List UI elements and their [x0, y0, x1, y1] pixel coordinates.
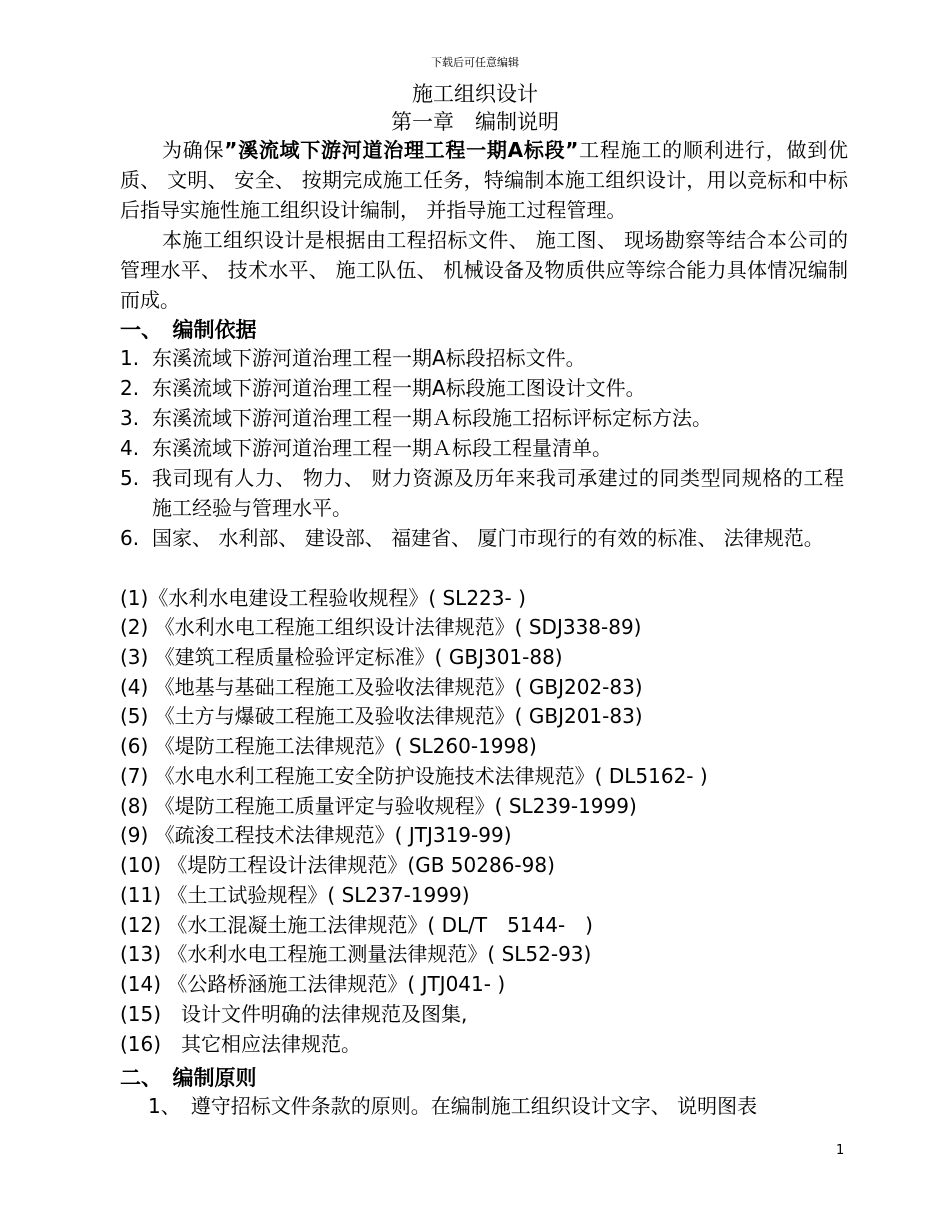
list-item-text: 国家、 水利部、 建设部、 福建省、 厦门市现行的有效的标准、 法律规范。	[152, 526, 824, 550]
reference-item: (4) 《地基与基础工程施工及验收法律规范》( GBJ202-83)	[120, 675, 643, 699]
list-item-number: 3.	[120, 406, 140, 430]
page-number: 1	[836, 1143, 845, 1158]
reference-item: (10) 《堤防工程设计法律规范》(GB 50286-98)	[120, 853, 555, 877]
chapter-title: 第一章 编制说明	[391, 110, 559, 134]
reference-item: (14) 《公路桥涵施工法律规范》( JTJ041- )	[120, 972, 506, 996]
list-item	[120, 523, 848, 553]
document-title: 施工组织设计	[412, 82, 538, 106]
header-note: 下载后可任意编辑	[431, 56, 519, 69]
reference-item: (5) 《土方与爆破工程施工及验收法律规范》( GBJ201-83)	[120, 704, 643, 728]
list-item	[120, 403, 848, 433]
reference-item: (13) 《水利水电工程施工测量法律规范》( SL52-93)	[120, 942, 592, 966]
list-item-number: 5.	[120, 466, 140, 490]
reference-item: (11) 《土工试验规程》( SL237-1999)	[120, 883, 470, 907]
reference-item: (12) 《水工混凝土施工法律规范》( DL/T 5144- )	[120, 913, 593, 937]
principle-item: 1、 遵守招标文件条款的原则。在编制施工组织设计文字、 说明图表	[148, 1094, 758, 1118]
list-item-text: 东溪流域下游河道治理工程一期Ａ标段工程量清单。	[152, 436, 612, 460]
reference-item: (9) 《疏浚工程技术法律规范》( JTJ319-99)	[120, 823, 512, 847]
intro-paragraph-1	[120, 135, 848, 225]
list-item-text: 东溪流域下游河道治理工程一期Ａ标段施工招标评标定标方法。	[152, 406, 712, 430]
section-heading-principles: 二、 编制原则	[120, 1066, 257, 1090]
reference-item: (3) 《建筑工程质量检验评定标准》( GBJ301-88)	[120, 645, 563, 669]
intro-prefix: 为确保	[162, 138, 225, 162]
list-item-text: 我司现有人力、 物力、 财力资源及历年来我司承建过的同类型同规格的工程施工经验与管理水平。	[152, 466, 844, 520]
intro-rest: 工程施工的顺利进行，做到优质、 文明、 安全、 按期完成施工任务，特编制本施工组织设计，用以竞标和中标后指导实施性施工组织设计编制， 并指导施工过程管理。	[120, 138, 848, 222]
list-item	[120, 463, 848, 523]
list-item-number: 2.	[120, 376, 140, 400]
reference-item: (7) 《水电水利工程施工安全防护设施技术法律规范》( DL5162- )	[120, 764, 708, 788]
list-item-number: 4.	[120, 436, 140, 460]
list-item-number: 1.	[120, 346, 140, 370]
project-name: ”溪流域下游河道治理工程一期A标段”	[224, 138, 579, 162]
reference-item: (16) 其它相应法律规范。	[120, 1032, 362, 1056]
reference-item: (1)《水利水电建设工程验收规程》( SL223- )	[120, 586, 526, 610]
list-item	[120, 373, 848, 403]
list-item	[120, 433, 848, 463]
list-item-number: 6.	[120, 526, 140, 550]
reference-item: (2) 《水利水电工程施工组织设计法律规范》( SDJ338-89)	[120, 615, 642, 639]
reference-item: (15) 设计文件明确的法律规范及图集,	[120, 1002, 468, 1026]
reference-item: (6) 《堤防工程施工法律规范》( SL260-1998)	[120, 734, 537, 758]
reference-item: (8) 《堤防工程施工质量评定与验收规程》( SL239-1999)	[120, 794, 637, 818]
list-item-text: 东溪流域下游河道治理工程一期A标段施工图设计文件。	[152, 376, 646, 400]
list-item	[120, 343, 848, 373]
list-item-text: 东溪流域下游河道治理工程一期A标段招标文件。	[152, 346, 586, 370]
section-heading-basis: 一、 编制依据	[120, 318, 257, 342]
intro-paragraph-2: 本施工组织设计是根据由工程招标文件、 施工图、 现场勘察等结合本公司的管理水平、 技术水平、 施工队伍、 机械设备及物质供应等综合能力具体情况编制而成。	[120, 228, 848, 312]
